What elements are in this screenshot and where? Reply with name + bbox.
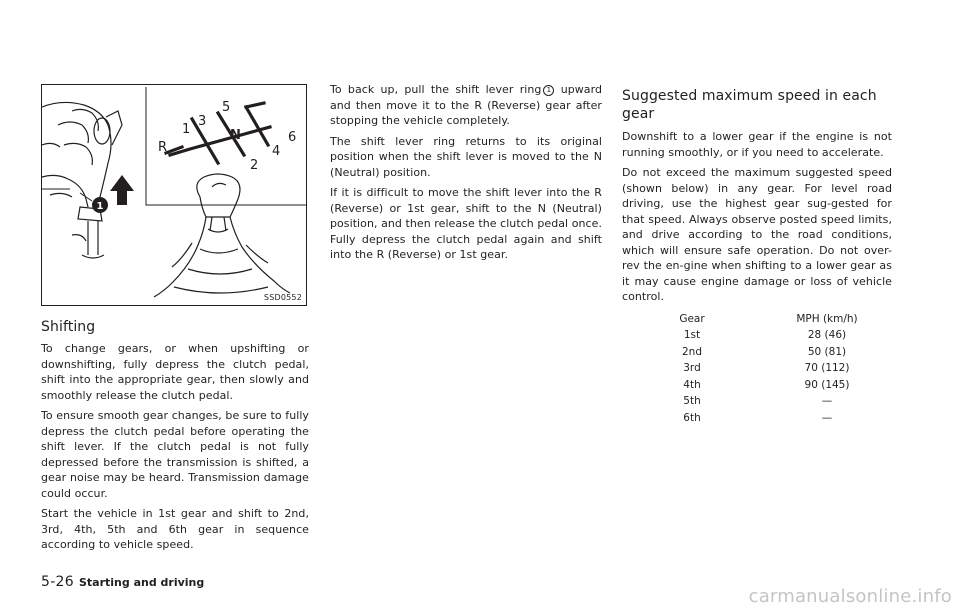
watermark[interactable]: carmanualsonline.info [748,586,952,607]
gear-cell: 1st [683,329,701,341]
col-header-gear: Gear [679,312,705,325]
shift-pattern-illustration [42,85,306,305]
speed-cell: 50 (81) [807,345,847,358]
figure-code: SSD0552 [263,293,302,302]
speed-cell: — [821,411,833,424]
speed-cell: 70 (112) [804,362,850,374]
max-speed-heading: Suggested maximum speed in each gear [622,88,877,122]
section-title: Starting and driving [78,576,205,589]
gear-label-6: 6 [288,130,297,145]
table-header-row [622,311,892,328]
middle-column [330,82,602,268]
shifting-paragraph-2: To ensure smooth gear changes, be sure to fully depress the clutch pedal before operating the shift lever. If the clutch pedal is not fully depressed before the transmission is shifted, a gear noise may be heard. Transmission damage could occur. [41,409,309,500]
ring-callout-icon: 1 [543,85,554,96]
table-row [622,360,892,377]
reverse-p1-before: To back up, pull the shift lever ring [330,83,542,96]
gear-cell: 6th [683,411,701,424]
gear-cell: 5th [683,395,701,407]
reverse-paragraph-3: If it is difficult to move the shift lever into the R (Reverse) or 1st gear, shift to the N (Neutral) position, and then release the clutch pedal once. Fully depress the clutch pedal again and shift into the R (Reverse) or 1st gear. [330,186,602,261]
table-row [622,344,892,361]
speed-cell: — [821,395,833,407]
gear-label-5: 5 [222,100,231,115]
gear-label-4: 4 [272,144,281,159]
reverse-p1-after: upward and then move it to the R (Reverse) gear after stopping the vehicle completely. [330,83,602,127]
shifting-paragraph-3: Start the vehicle in 1st gear and shift to 2nd, 3rd, 4th, 5th and 6th gear in sequence according to vehicle speed. [41,507,309,551]
reverse-paragraph-1 [330,82,602,129]
right-column [622,87,892,426]
gear-label-3: 3 [198,114,207,129]
speed-cell: 28 (46) [807,329,847,341]
shifting-paragraph-1: To change gears, or when upshifting or downshifting, fully depress the clutch pedal, shift into the appropriate gear, then slowly and smoothly release the clutch pedal. [41,342,309,402]
gear-label-r: R [158,140,168,155]
page-footer [41,571,204,590]
reverse-paragraph-2: The shift lever ring returns to its original position when the shift lever is moved to the N (Neutral) position. [330,134,602,179]
shift-lever-figure [41,84,307,306]
table-row [622,327,892,344]
max-speed-table [622,311,892,427]
gear-cell: 2nd [681,345,702,358]
table-row [622,393,892,410]
max-speed-paragraph-1: Downshift to a lower gear if the engine is not running smoothly, or if you need to accelerate. [622,130,892,159]
max-speed-paragraph-2: Do not exceed the maximum suggested speed (shown below) in any gear. For level road driving, use the highest gear sug-gested for that speed. Always observe posted speed limits, and drive according to the road conditions, which will ensure safe operation. Do not over-rev the en-gine when shifting to a lower gear as it may cause engine damage or loss of vehicle control. [622,166,892,303]
page-number: 5-26 [41,574,74,590]
gear-label-2: 2 [250,158,259,173]
left-column [41,84,309,558]
speed-cell: 90 (145) [804,378,850,391]
table-row [622,377,892,394]
callout-number: 1 [96,201,104,212]
gear-label-1: 1 [182,122,191,137]
gear-cell: 4th [683,378,701,391]
gear-cell: 3rd [683,362,701,374]
table-row [622,410,892,427]
gear-label-n: N [230,128,241,143]
up-arrow-icon [110,175,134,205]
col-header-speed: MPH (km/h) [796,312,858,325]
shifting-heading: Shifting [41,319,96,335]
